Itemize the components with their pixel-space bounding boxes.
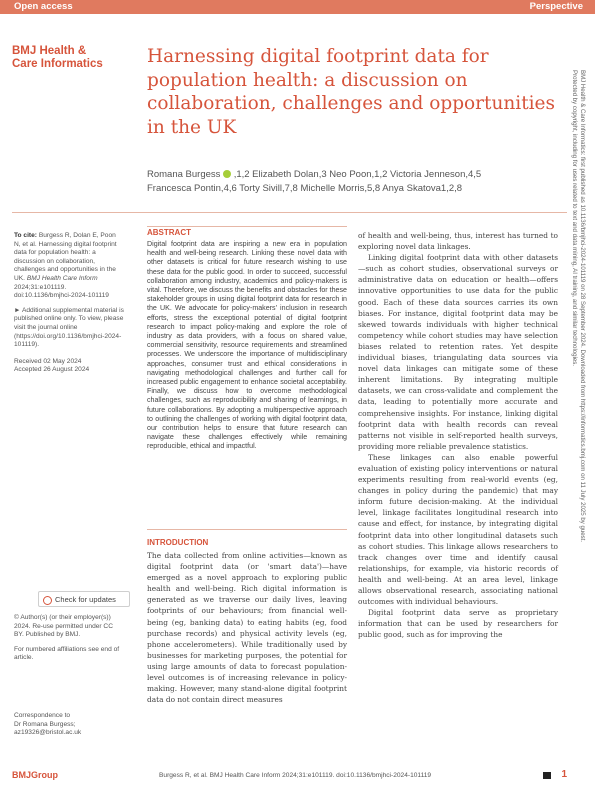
open-access-label: Open access <box>14 1 73 12</box>
body-paragraph: of health and well-being, thus, interest has turned to exploring novel data linkages. <box>358 231 558 252</box>
journal-name-line2: Care Informatics <box>12 58 103 70</box>
cite-label: To cite: <box>14 232 37 239</box>
side-margin-line2: Protected by copyright, including for uses related to text and data mining, AI training, and similar technologies. <box>571 70 578 367</box>
received-date: Received 02 May 2024 <box>14 357 82 365</box>
cite-journal: BMJ Health Care Inform <box>26 274 98 282</box>
body-paragraph: Linking digital footprint data with other datasets—such as cohort studies, observational surveys or administrative data on education or health—offers innovative opportunities to use data for the public good. Each of these data sources carries its own biases. For instance, digital footprint data may be skewed towards individuals with higher technical competency while cohort studies may have selection biases related to retention rates. Yet despite individual biases, triangulating data sources via novel data linkages can mitigate some of these inherent limitations. By integrating multiple datasets, we can cross-validate and complement the data, leading to potentially more accurate and comprehensive insights. For instance, linking digital footprint data with health records can reveal patterns not visible in self-reported health surveys, providing more reliable prevalence statistics. <box>358 253 558 451</box>
page-footer <box>12 769 567 785</box>
copyright-block <box>14 614 124 663</box>
abstract-text: Digital footprint data are inspiring a new era in population health and well-being research. Linking these novel data with other datasets is critical for future research wishing to use these data for the public good. In order to succeed, successful collaboration among industry, academics and policy-makers is vital. Therefore, we discuss the benefits and obstacles for these stakeholder groups in using digital footprint data for research in the UK. We advocate for policy-makers' inclusion in research efforts, stress the exceptional potential of digital footprint research to impact policy-making and explore the role of industry as data providers, with a focus on shared value, commercial sensitivity, resource requirements and streamlined processes. We underscore the importance of multidisciplinary approaches, consumer trust and ethical considerations in navigating methodological challenges and further call for increased public engagement to enhance societal acceptability. Finally, we discuss how to overcome methodological challenges, such as reproducibility and sharing of learnings, in future collaborations. By adopting a multiperspective approach to outlining the challenges of working with digital footprint data, our contribution helps to ensure that future research can navigate these challenges effectively while remaining reproducible, ethical and impactful. <box>147 240 347 451</box>
orcid-icon[interactable] <box>223 170 231 178</box>
author-list <box>147 168 567 196</box>
first-author[interactable]: Romana Burgess <box>147 169 221 180</box>
body-paragraph: Digital footprint data serve as proprietary information that can be used by researchers for public good, such as for improving the <box>358 608 558 640</box>
check-updates-label: Check for updates <box>55 595 116 604</box>
affiliations-note: For numbered affiliations see end of article. <box>14 645 120 662</box>
article-info-sidebar <box>14 232 124 375</box>
article-title: Harnessing digital footprint data for population health: a discussion on collaboration, challenges and opportunities in the UK <box>147 46 555 138</box>
check-updates-icon <box>43 596 52 605</box>
introduction-section <box>147 538 347 705</box>
author-list-line2: Francesca Pontin,4,6 Torty Sivill,7,8 Michelle Morris,5,8 Anya Skatova1,2,8 <box>147 183 463 194</box>
accepted-date: Accepted 26 August 2024 <box>14 366 90 374</box>
side-margin-line1[interactable]: BMJ Health & Care Informatics: first published as 10.1136/bmjhci-2024-101119 on 28 September 2024. Downloaded from https://informatics.bmj.com on 11 July 2025 by guest. <box>579 70 586 543</box>
journal-name-line1: BMJ Health & <box>12 45 87 57</box>
abstract-heading: ABSTRACT <box>147 228 191 237</box>
side-margin-notice <box>571 70 595 790</box>
introduction-text: The data collected from online activities—known as digital footprint data (or 'smart data')—have emerged as a novel approach to exploring public health and well-being. Rich digital information is generated as we traverse our daily lives, leaving footprints of our behaviours; from financial well-being (eg, banking data) to eating habits (eg, food purchase records) and physical activity levels (eg, phone accelerometers). While traditionally used by businesses for marketing purposes, the potential for using large amounts of data to forecast population-level outcomes is of increasing relevance in policy-making. However, many stand-alone digital footprint data do not contain direct measures <box>147 551 347 705</box>
side-margin-text <box>570 70 586 542</box>
correspondence-block <box>14 712 124 738</box>
correspondence-name: Dr Romana Burgess; <box>14 720 76 728</box>
section-label: Perspective <box>529 1 583 12</box>
cite-text: Burgess R, Dolan E, Poon N, et al. Harnessing digital footprint data for population health: a discussion on collaboration, challenges and opportunities in the UK. <box>14 232 117 282</box>
header-divider <box>12 212 567 213</box>
cite-reference[interactable]: 2024;31:e101119. doi:10.1136/bmjhci-2024-101119 <box>14 283 109 300</box>
journal-name <box>12 45 103 71</box>
supplemental-note[interactable]: ► Additional supplemental material is published online only. To view, please visit the journal online (https://doi.org/10.1136/bmjhci-2024-101119). <box>14 306 124 349</box>
check-for-updates-button[interactable] <box>38 591 130 607</box>
footer-citation: Burgess R, et al. BMJ Health Care Inform 2024;31:e101119. doi:10.1136/bmjhci-2024-101119 <box>159 772 432 779</box>
footer-mark-icon <box>543 772 551 779</box>
body-paragraph: These linkages can also enable powerful evaluation of existing policy interventions or natural experiments resulting from real-world events (eg, changes in policy during the pandemic) that may inform future decision-making. At the individual level, linkage facilitates longitudinal research into cause and effect, for instance, by integrating digital footprint data into other longitudinal datasets such as cohort studies. This linkage allows researchers to track changes over time and identify causal relationships, for example, via historic records of health and well-being. At an area level, linkage allows observational research, associating national outcomes with individual behaviours. <box>358 452 558 607</box>
cite-block <box>14 232 124 301</box>
publisher-logo: BMJGroup <box>12 770 58 780</box>
author-list-line1: ,1,2 Elizabeth Dolan,3 Neo Poon,1,2 Victoria Jenneson,4,5 <box>233 169 482 180</box>
top-banner <box>0 0 595 14</box>
correspondence-email[interactable]: az19326@bristol.ac.uk <box>14 729 82 737</box>
copyright-text: © Author(s) (or their employer(s)) 2024. Re-use permitted under CC BY. Published by BMJ. <box>14 614 113 639</box>
introduction-heading: INTRODUCTION <box>147 538 209 547</box>
body-right-column <box>358 230 558 640</box>
abstract-section <box>147 228 347 452</box>
correspondence-label: Correspondence to <box>14 712 71 719</box>
page-number: 1 <box>561 769 567 780</box>
